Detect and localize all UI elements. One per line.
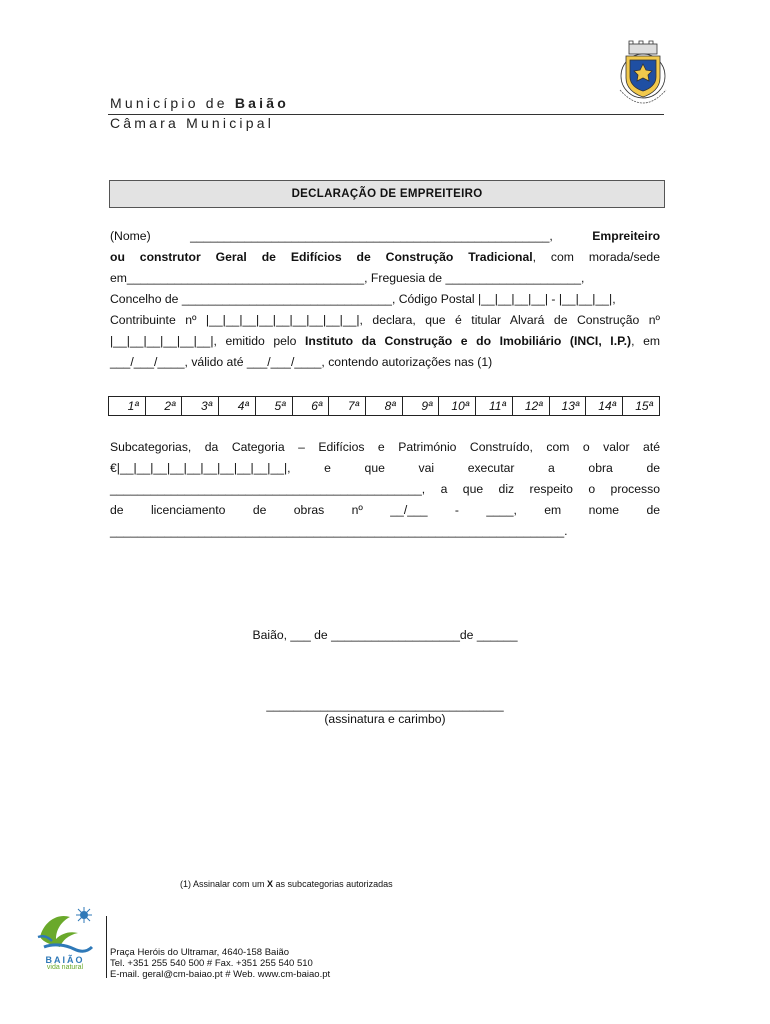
subcategory-cell[interactable]: 14ª xyxy=(586,397,623,416)
footer-contact xyxy=(110,947,330,980)
subcategory-cell[interactable]: 9ª xyxy=(402,397,439,416)
subcategory-cell[interactable]: 8ª xyxy=(366,397,403,416)
form-line-license: |__|__|__|__|__|__|, emitido pelo Instituto da Construção e do Imobiliário (INCI, I.P.), em xyxy=(110,334,661,348)
form-line-process: de licenciamento de obras nº __/___ - ____, em nome de xyxy=(110,503,660,517)
logo-tagline: vida natural xyxy=(46,964,84,971)
form-line-subcategories: Subcategorias, da Categoria – Edifícios e Património Construído, com o valor até xyxy=(110,440,660,454)
subcategory-cell[interactable]: 15ª xyxy=(623,397,660,416)
document-title: DECLARAÇÃO DE EMPREITEIRO xyxy=(109,180,665,208)
footer-divider xyxy=(106,916,107,978)
signature-line: ___________________________________ xyxy=(266,698,504,712)
subcategory-cell[interactable]: 4ª xyxy=(219,397,256,416)
subcategory-cell[interactable]: 2ª xyxy=(145,397,182,416)
subcategory-cell[interactable]: 5ª xyxy=(255,397,292,416)
signature-label: (assinatura e carimbo) xyxy=(324,712,446,726)
form-line-address: em___________________________________, Freguesia de ____________________, xyxy=(110,271,585,285)
subcategory-cell[interactable]: 12ª xyxy=(512,397,549,416)
footer-phone: Tel. +351 255 540 500 # Fax. +351 255 540 510 xyxy=(110,958,313,969)
footer-email[interactable]: E-mail. geral@cm-baiao.pt # Web. www.cm-baiao.pt xyxy=(110,969,331,980)
municipal-crest-icon xyxy=(608,40,678,112)
municipality-title: Município de Baião xyxy=(110,95,289,111)
logo-wordmark: BAIÃO xyxy=(45,955,85,965)
subcategory-cell[interactable]: 6ª xyxy=(292,397,329,416)
form-line-role: ou construtor Geral de Edifícios de Construção Tradicional, com morada/sede xyxy=(110,250,660,264)
form-line-validity: ___/___/____, válido até ___/___/____, contendo autorizações nas (1) xyxy=(110,355,493,369)
form-line-taxid: Contribuinte nº |__|__|__|__|__|__|__|__|__|, declara, que é titular Alvará de Construção nº xyxy=(110,313,660,327)
form-line-postcode: Concelho de _______________________________, Código Postal |__|__|__|__| - |__|__|__|, xyxy=(110,292,616,306)
subcategory-cell[interactable]: 7ª xyxy=(329,397,366,416)
subcategory-cell[interactable]: 13ª xyxy=(549,397,586,416)
chamber-subtitle: Câmara Municipal xyxy=(110,115,275,131)
subcategory-cell[interactable]: 11ª xyxy=(476,397,513,416)
place-date-line: Baião, ___ de ___________________de ______ xyxy=(252,628,518,642)
subcategory-cell[interactable]: 1ª xyxy=(109,397,146,416)
form-line-owner: ___________________________________________________________________. xyxy=(110,524,568,538)
form-line-work: ______________________________________________, a que diz respeito o processo xyxy=(110,482,660,496)
subcategory-table xyxy=(108,396,660,416)
subcategory-cell[interactable]: 3ª xyxy=(182,397,219,416)
footer-address: Praça Heróis do Ultramar, 4640-158 Baião xyxy=(110,947,290,958)
subcategory-cell[interactable]: 10ª xyxy=(439,397,476,416)
footnote: (1) Assinalar com um X as subcategorias autorizadas xyxy=(180,879,393,889)
form-line-name: (Nome) _____________________________________________________, Empreiteiro xyxy=(110,229,661,243)
form-line-value: €|__|__|__|__|__|__|__|__|__|__|, e que vai executar a obra de xyxy=(110,461,660,475)
